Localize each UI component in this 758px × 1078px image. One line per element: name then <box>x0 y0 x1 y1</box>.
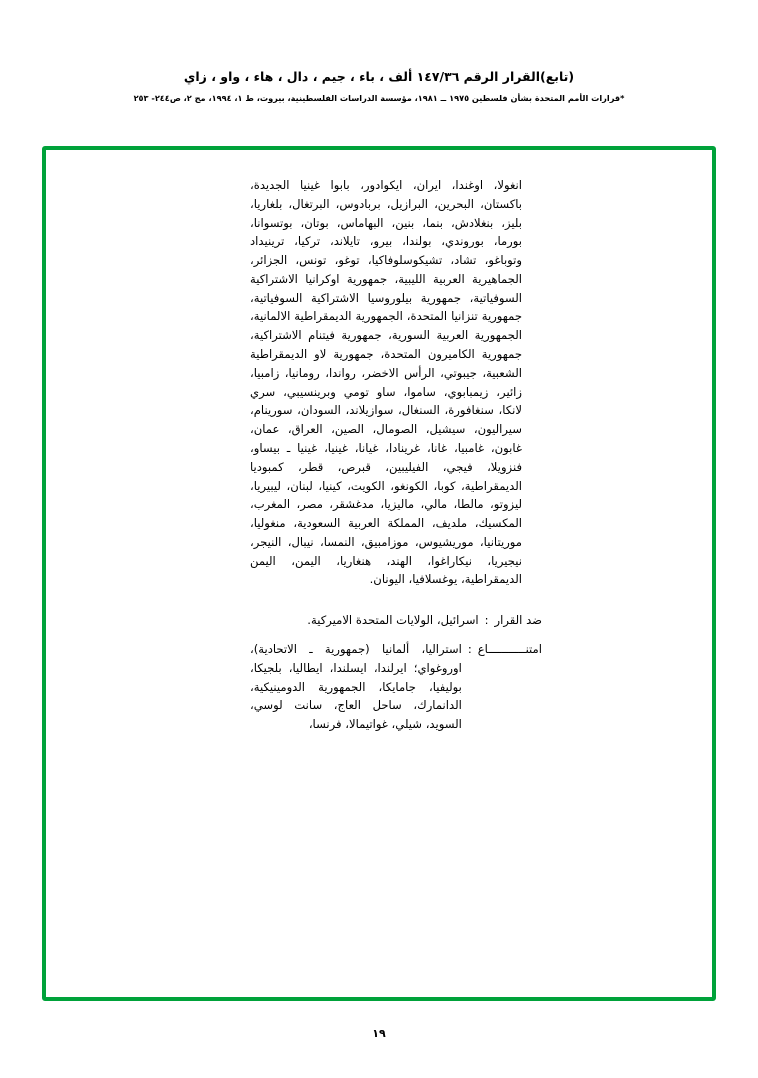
vote-label: ضد القرار <box>494 613 542 628</box>
vote-text: اسرائيل، الولايات المتحدة الاميركية. <box>307 613 479 628</box>
page-header <box>0 68 758 103</box>
page-title: (تابع)القرار الرقم ١٤٧/٣٦ ألف ، باء ، جيم ، دال ، هاء ، واو ، زاي <box>183 69 575 84</box>
vote-text: استراليا، ألمانيا (جمهورية ـ الاتحادية)، اوروغواي؛ ايرلندا، ايسلندا، ايطاليا، بلجيكا، بوليفيا، جامايكا، الجمهورية الدومينيكية، الدانمارك، ساحل العاج، سانت لوسي، السويد، شيلي، غواتيمالا، فرنسا، <box>250 641 462 732</box>
vote-separator: : <box>484 613 489 628</box>
body-column <box>250 176 522 589</box>
vote-row <box>250 640 542 734</box>
vote-row <box>250 611 542 630</box>
vote-separator: : <box>467 641 472 656</box>
countries-paragraph: انغولا، اوغندا، ايران، ايكوادور، بابوا غينيا الجديدة، باكستان، البحرين، البرازيل، بربادوس، البرتغال، بلغاريا، بليز، بنغلادش، بنما، بنين، البهاماس، بوتان، بوتسوانا، بورما، بوروندي، بولندا، بيرو، تايلاند، تركيا، ترينيداد وتوباغو، تشاد، تشيكوسلوفاكيا، توغو، تونس، الجزائر، الجماهيرية العربية الليبية، جمهورية اوكرانيا الاشتراكية السوفياتية، جمهورية بيلوروسيا الاشتراكية السوفياتية، جمهورية تنزانيا المتحدة، الجمهورية الديمقراطية الالمانية، الجمهورية العربية السورية، جمهورية فيتنام الاشتراكية، جمهورية الكاميرون المتحدة، جمهورية لاو الديمقراطية الشعبية، جيبوتي، الرأس الاخضر، رواندا، رومانيا، زامبيا، زائير، زيمبابوي، ساموا، ساو تومي وبرينسيبي، سري لانكا، سنغافورة، السنغال، سوازيلاند، السودان، سورينام، سيراليون، سيشيل، الصومال، الصين، العراق، عمان، غابون، غامبيا، غانا، غرينادا، غيانا، غينيا، غينيا ـ بيساو، فنزويلا، فيجي، الفيليبين، قبرص، قطر، كمبوديا الديمقراطية، كوبا، الكونغو، الكويت، كينيا، لبنان، ليبيريا، ليزوتو، مالطا، مالي، ماليزيا، مدغشقر، مصر، المغرب، المكسيك، ملديف، المملكة العربية السعودية، منغوليا، موريتانيا، موريشيوس، موزامبيق، النمسا، نيبال، النيجر، نيجيريا، نيكاراغوا، الهند، هنغاريا، اليمن، اليمن الديمقراطية، يوغسلافيا، اليونان. <box>250 178 522 587</box>
vote-label: امتنـــــــــــاع <box>477 641 542 656</box>
content-frame-inner <box>46 150 712 997</box>
source-citation: *قرارات الأمم المتحدة بشأن فلسطين ١٩٧٥ ــ ١٩٨١، مؤسسة الدراسات الفلسطينية، بيروت، ط ١، ١٩٩٤، مج ٢، ص٢٤٤- ٢٥٣ <box>133 92 625 103</box>
page-number: ١٩ <box>372 1027 386 1040</box>
vote-results <box>250 611 542 734</box>
content-frame <box>42 146 716 1001</box>
